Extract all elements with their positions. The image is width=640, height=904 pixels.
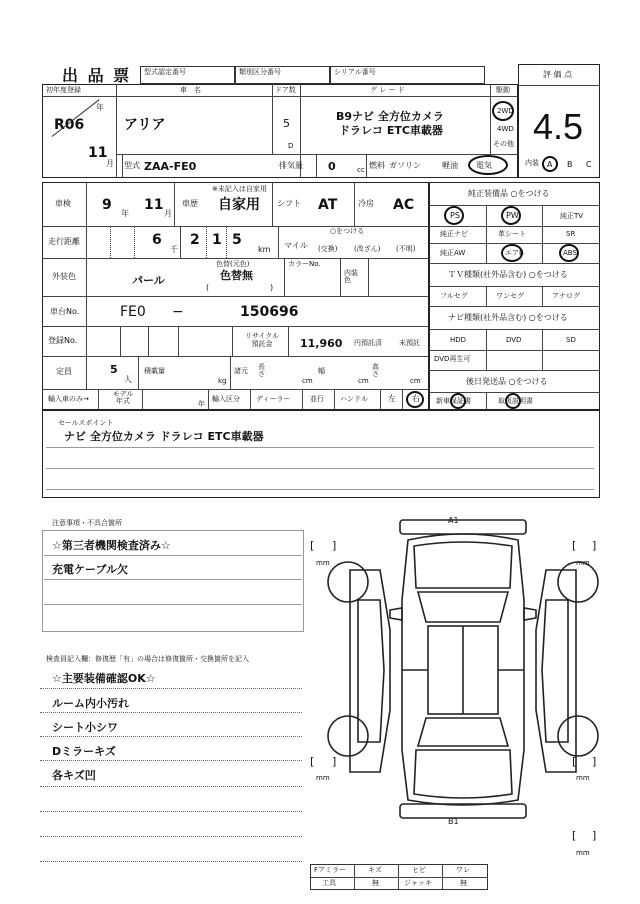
- car-name: アリア: [124, 117, 166, 133]
- model-cert-field[interactable]: [140, 66, 235, 84]
- bracket-b-close: ]: [592, 829, 597, 842]
- bracket-fr-close: ]: [592, 539, 597, 552]
- displacement-unit: cc: [357, 166, 365, 174]
- exchange-label: (交換): [318, 245, 338, 253]
- import-class-label: 輸入区分: [212, 395, 240, 403]
- handle-left: 左: [388, 394, 396, 403]
- inspector-line-3: シート小シワ: [52, 721, 118, 734]
- handle-label: ハンドル: [340, 395, 368, 403]
- mile-label: マイル: [284, 241, 308, 250]
- front-label: A1: [448, 516, 459, 525]
- navi-hdd: HDD: [450, 336, 467, 344]
- repaint-paren-close: ): [270, 283, 274, 292]
- height-unit: cm: [410, 377, 421, 385]
- eq-sr: SR: [566, 230, 576, 238]
- interior-a: A: [547, 160, 553, 169]
- import-parallel: 並行: [310, 395, 324, 403]
- unknown-label: (不明): [396, 245, 416, 253]
- load-label: 積載量: [144, 367, 165, 375]
- bracket-rl-close: ]: [332, 755, 337, 768]
- attention-line-2: 充電ケーブル欠: [52, 563, 129, 576]
- model-value: ZAA-FE0: [144, 160, 197, 173]
- sales-point-text: ナビ 全方位カメラ ドラレコ ETC車載器: [64, 430, 264, 443]
- handle-right-circle: [406, 391, 424, 408]
- bracket-fr-open: [: [572, 539, 577, 552]
- mileage-digit-1: 6: [152, 232, 162, 248]
- drive-2wd: 2WD: [497, 107, 514, 115]
- eq-pw: PW: [506, 211, 519, 220]
- recycle-label: リサイクル預託金: [244, 332, 280, 349]
- exterior-label: 外装色: [52, 272, 76, 281]
- mileage-thousand: 千: [170, 245, 178, 254]
- fuel-electric-circle: [468, 155, 508, 175]
- legend-r2-c2: 無: [372, 879, 379, 887]
- model-year-label: モデル年式: [112, 390, 134, 405]
- tv-analog: アナログ: [552, 292, 580, 300]
- genuine-equipment-label: 純正装備品 ○をつける: [468, 189, 550, 198]
- height-label: 高さ: [372, 363, 379, 378]
- navi-dvd-play: DVD再生可: [434, 355, 471, 363]
- mm-b: mm: [576, 849, 590, 857]
- legend-r1-c3: ヒビ: [412, 866, 426, 874]
- eq-abs-circle: [559, 244, 579, 262]
- bracket-rr-open: [: [572, 755, 577, 768]
- fuel-label: 燃料: [369, 161, 385, 170]
- mileage-digit-3: 1: [212, 232, 222, 248]
- legend-r2-c1: 工具: [322, 879, 336, 887]
- first-reg-label: 初年度登録: [46, 86, 81, 94]
- length-label: 長さ: [258, 363, 265, 378]
- repaint-value: 色替無: [220, 269, 253, 282]
- displacement-value: 0: [328, 160, 336, 173]
- legend-r1-c1: Fアミラー: [314, 866, 347, 874]
- repaint-label: 色替(元色): [216, 260, 250, 268]
- inspector-label: 検査員記入欄：修復歴「有」の場合は修復箇所・交換箇所を記入: [46, 655, 249, 663]
- length-unit: cm: [302, 377, 313, 385]
- after-owner-manual: 取扱説明書: [498, 397, 533, 405]
- wheel-rear-right: [558, 716, 598, 756]
- navi-sd: SD: [566, 336, 576, 344]
- import-year-unit: 年: [198, 400, 205, 408]
- rear-label: B1: [448, 817, 459, 826]
- grade-line-1: B9ナビ 全方位カメラ: [336, 110, 444, 123]
- ac-value: AC: [393, 197, 415, 213]
- displacement-label: 排気量: [279, 161, 303, 170]
- handle-right: 右: [412, 394, 420, 403]
- width-label: 幅: [318, 367, 325, 375]
- import-dealer: ディーラー: [256, 395, 291, 403]
- drive-other: その他: [493, 140, 514, 148]
- mileage-digit-4: 5: [232, 232, 242, 248]
- bracket-fl-open: [: [310, 539, 315, 552]
- load-unit: kg: [218, 377, 227, 385]
- wheel-front-right: [558, 559, 598, 602]
- attention-label: 注意事項・不具合箇所: [52, 519, 122, 527]
- shift-label: シフト: [277, 199, 301, 208]
- inspection-month: 11: [144, 197, 164, 213]
- history-note: ※未記入は自家用: [212, 185, 267, 193]
- grade-line-2: ドラレコ ETC車載器: [339, 124, 443, 137]
- tamper-label: (改ざん): [354, 245, 381, 253]
- grade-label: グ レ ー ド: [370, 86, 405, 94]
- repaint-paren-open: (: [206, 283, 210, 292]
- serial-field[interactable]: [330, 66, 485, 84]
- color-no-label: カラーNo.: [288, 260, 321, 268]
- interior-color-label: 内装色: [344, 269, 358, 284]
- bracket-fl-close: ]: [332, 539, 337, 552]
- reg-no-label: 登録No.: [48, 336, 78, 345]
- eq-airbag: エアB: [505, 249, 524, 257]
- interior-label: 内装: [525, 159, 539, 167]
- attention-line-1: ☆第三者機関検査済み☆: [52, 539, 171, 552]
- navi-dvd: DVD: [506, 336, 522, 344]
- class-number-label: 類別区分番号: [239, 68, 281, 76]
- mm-rl: mm: [316, 774, 330, 782]
- first-reg-month: 11: [88, 145, 108, 161]
- tv-full-seg: フルセグ: [440, 292, 468, 300]
- interior-b: B: [567, 160, 573, 169]
- recycle-not: 未預託: [399, 339, 420, 347]
- after-new-manual: 新車保証書: [436, 397, 471, 405]
- after-new-manual-circle: [450, 393, 466, 409]
- bracket-rr-close: ]: [592, 755, 597, 768]
- eq-genuine-navi: 純正ナビ: [440, 230, 468, 238]
- mileage-label: 走行距離: [48, 237, 80, 246]
- eq-leather: 革シート: [498, 230, 526, 238]
- class-number-field[interactable]: [235, 66, 330, 84]
- after-shipment-label: 後日発送品 ○をつける: [466, 377, 548, 386]
- chassis-prefix: FE0: [120, 304, 146, 320]
- bracket-rl-open: [: [310, 755, 315, 768]
- inspector-line-5: 各キズ凹: [52, 769, 96, 782]
- recycle-unit: 円預託済: [354, 339, 382, 347]
- car-diagram[interactable]: [310, 510, 620, 830]
- score-value: 4.5: [533, 106, 584, 147]
- width-unit: cm: [358, 377, 369, 385]
- inspection-year-unit: 年: [121, 209, 129, 218]
- ac-label: 冷房: [358, 199, 374, 208]
- drive-4wd: 4WD: [497, 125, 514, 133]
- mm-rr: mm: [576, 774, 590, 782]
- inspection-label: 車検: [55, 199, 71, 208]
- recycle-amount: 11,960: [300, 337, 343, 350]
- chassis-number: 150696: [240, 304, 299, 320]
- car-name-label: 車 名: [180, 86, 201, 94]
- mm-fr: mm: [576, 559, 590, 567]
- model-label: 型式: [124, 161, 140, 170]
- first-reg-month-unit: 月: [106, 159, 114, 168]
- doors-label: ドア数: [275, 86, 296, 94]
- mile-circle-note: ○をつける: [330, 227, 365, 235]
- doors-value: 5: [283, 117, 290, 130]
- shift-value: AT: [318, 197, 338, 213]
- legend-r2-c4: 無: [460, 879, 467, 887]
- legend-r1-c4: ワレ: [456, 866, 470, 874]
- first-reg-year: R06: [54, 117, 85, 133]
- eq-pw-circle: [501, 206, 521, 225]
- inspector-line-2: ルーム内小汚れ: [52, 697, 129, 710]
- navi-type-label: ナビ種類(社外品含む) ○をつける: [448, 313, 568, 322]
- bracket-b-open: [: [572, 829, 577, 842]
- eq-ps-circle: [444, 206, 464, 225]
- inspection-month-unit: 月: [164, 209, 172, 218]
- history-value: 自家用: [218, 197, 260, 213]
- fuel-gasoline: ガソリン: [389, 161, 421, 170]
- capacity-label: 定員: [56, 367, 72, 376]
- tv-type-label: ＴＶ種類(社外品含む) ○をつける: [448, 270, 568, 279]
- eq-airbag-circle: [501, 244, 523, 262]
- eq-ps: PS: [450, 211, 460, 220]
- hood: [414, 542, 512, 588]
- page-title: 出 品 票: [62, 66, 132, 85]
- inspection-year: 9: [102, 197, 112, 213]
- chassis-label: 車台No.: [50, 307, 80, 316]
- mirror-left: [390, 608, 402, 620]
- dims-label: 諸元: [234, 367, 248, 375]
- trunk: [414, 750, 512, 798]
- eq-abs: ABS: [563, 249, 577, 257]
- mirror-right: [524, 608, 536, 620]
- model-cert-label: 型式認定番号: [144, 68, 186, 76]
- fuel-electric: 電気: [476, 161, 492, 170]
- fuel-diesel: 軽油: [442, 161, 458, 170]
- mm-fl: mm: [316, 559, 330, 567]
- sales-point-label: セールスポイント: [58, 419, 114, 427]
- capacity-value: 5: [110, 363, 118, 376]
- windshield: [418, 592, 508, 622]
- serial-label: シリアル番号: [334, 68, 376, 76]
- wheel-front-left: [328, 562, 368, 602]
- chassis-dash: −: [172, 304, 184, 320]
- wheel-rear-left: [328, 716, 368, 756]
- drive-2wd-circle: [492, 101, 514, 121]
- import-label: 輸入車のみ→: [48, 395, 89, 403]
- score-label: 評 価 点: [543, 70, 573, 79]
- interior-c: C: [586, 160, 592, 169]
- history-label: 車歴: [182, 199, 198, 208]
- tv-one-seg: ワンセグ: [496, 292, 524, 300]
- legend-r2-c3: ジャッキ: [404, 879, 432, 887]
- legend-r1-c2: キズ: [368, 866, 382, 874]
- mileage-digit-2: 2: [190, 232, 200, 248]
- exterior-color: パール: [132, 274, 165, 287]
- inspector-line-1: ☆主要装備確認OK☆: [52, 672, 156, 685]
- front-bumper: [400, 520, 526, 534]
- eq-genuine-tv: 純正TV: [560, 212, 584, 220]
- first-reg-year-unit: 年: [96, 103, 104, 112]
- eq-genuine-aw: 純正AW: [440, 249, 466, 257]
- interior-a-circle: [542, 156, 558, 172]
- drive-label: 駆動: [496, 86, 510, 94]
- sales-point-section: [42, 410, 600, 498]
- capacity-unit: 人: [124, 375, 132, 384]
- inspector-line-4: Dミラーキズ: [52, 745, 116, 758]
- mileage-unit: km: [258, 245, 271, 254]
- after-owner-manual-circle: [505, 393, 521, 409]
- rear-bumper: [400, 804, 526, 818]
- rear-window: [418, 718, 508, 746]
- doors-sub: D: [288, 142, 294, 150]
